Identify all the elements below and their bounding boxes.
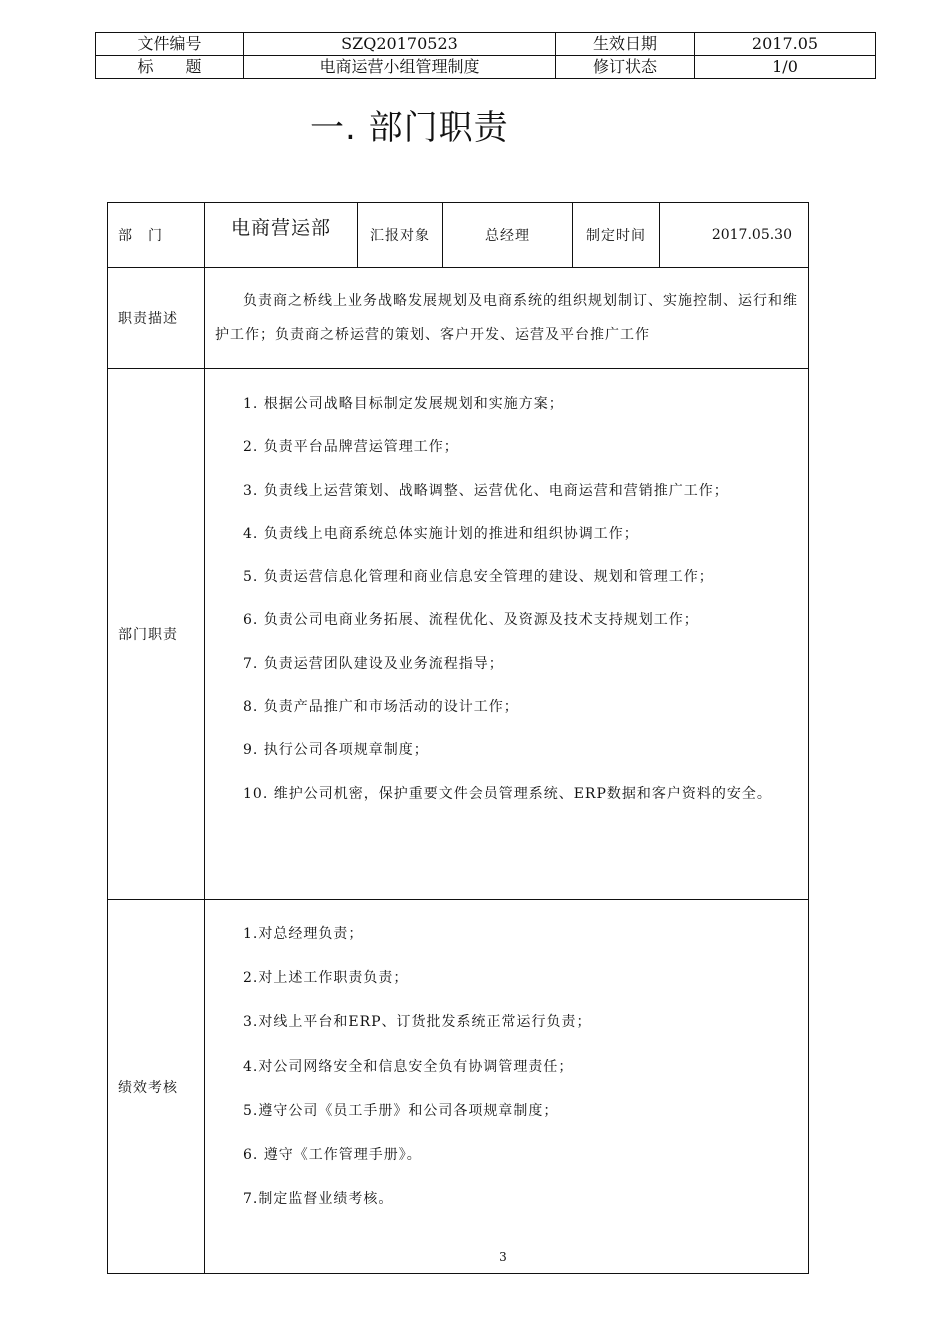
list-item: 3. 负责线上运营策划、战略调整、运营优化、电商运营和营销推广工作； xyxy=(243,482,729,499)
list-item: 5. 负责运营信息化管理和商业信息安全管理的建设、规划和管理工作； xyxy=(243,569,714,586)
list-item: 2. 负责平台品牌营运管理工作； xyxy=(243,439,459,456)
list-item: 6. 遵守《工作管理手册》。 xyxy=(243,1147,422,1164)
subject-label: 标 题 xyxy=(96,56,244,79)
created-date-value: 2017.05.30 xyxy=(660,203,809,268)
header-row-1 xyxy=(96,33,876,56)
duties-list xyxy=(205,369,809,900)
list-item: 1. 根据公司战略目标制定发展规划和实施方案； xyxy=(243,396,564,412)
list-item: 8. 负责产品推广和市场活动的设计工作； xyxy=(243,699,519,716)
doc-number-value: SZQ20170523 xyxy=(244,33,556,56)
list-item: 4. 负责线上电商系统总体实施计划的推进和组织协调工作； xyxy=(243,525,639,542)
subject-value: 电商运营小组管理制度 xyxy=(244,56,556,79)
revision-value: 1/0 xyxy=(695,56,876,79)
list-item: 6. 负责公司电商业务拓展、流程优化、及资源及技术支持规划工作； xyxy=(243,612,699,629)
description-text: 负责商之桥线上业务战略发展规划及电商系统的组织规划制订、实施控制、运行和维护工作；负责商之桥运营的策划、客户开发、运营及平台推广工作 xyxy=(205,268,809,369)
performance-list xyxy=(205,900,809,1274)
page-number: 3 xyxy=(499,1250,507,1264)
list-item: 3.对线上平台和ERP、订货批发系统正常运行负责； xyxy=(243,1014,592,1031)
list-item: 2.对上述工作职责负责； xyxy=(243,970,409,987)
doc-number-label: 文件编号 xyxy=(96,33,244,56)
description-label: 职责描述 xyxy=(108,268,205,369)
department-label: 部 门 xyxy=(108,203,205,268)
department-row xyxy=(108,203,809,268)
list-item: 7. 负责运营团队建设及业务流程指导； xyxy=(243,655,504,672)
list-item: 4.对公司网络安全和信息安全负有协调管理责任； xyxy=(243,1058,574,1075)
created-date-label: 制定时间 xyxy=(573,203,660,268)
header-row-2 xyxy=(96,56,876,79)
list-item: 10. 维护公司机密，保护重要文件会员管理系统、ERP数据和客户资料的安全。 xyxy=(243,785,772,802)
list-item: 5.遵守公司《员工手册》和公司各项规章制度； xyxy=(243,1102,559,1119)
list-item: 7.制定监督业绩考核。 xyxy=(243,1191,394,1208)
revision-label: 修订状态 xyxy=(556,56,695,79)
performance-row xyxy=(108,900,809,1274)
performance-label: 绩效考核 xyxy=(108,900,205,1274)
document-header-table xyxy=(95,32,876,79)
section-title: 一. 部门职责 xyxy=(310,108,509,148)
report-to-label: 汇报对象 xyxy=(358,203,443,268)
list-item: 9. 执行公司各项规章制度； xyxy=(243,742,429,759)
effective-date-value: 2017.05 xyxy=(695,33,876,56)
description-row xyxy=(108,268,809,369)
report-to-value: 总经理 xyxy=(443,203,573,268)
department-value: 电商营运部 xyxy=(205,203,358,268)
duties-row xyxy=(108,369,809,900)
department-duty-table xyxy=(107,202,809,1274)
effective-date-label: 生效日期 xyxy=(556,33,695,56)
duties-label: 部门职责 xyxy=(108,369,205,900)
list-item: 1.对总经理负责； xyxy=(243,926,364,942)
